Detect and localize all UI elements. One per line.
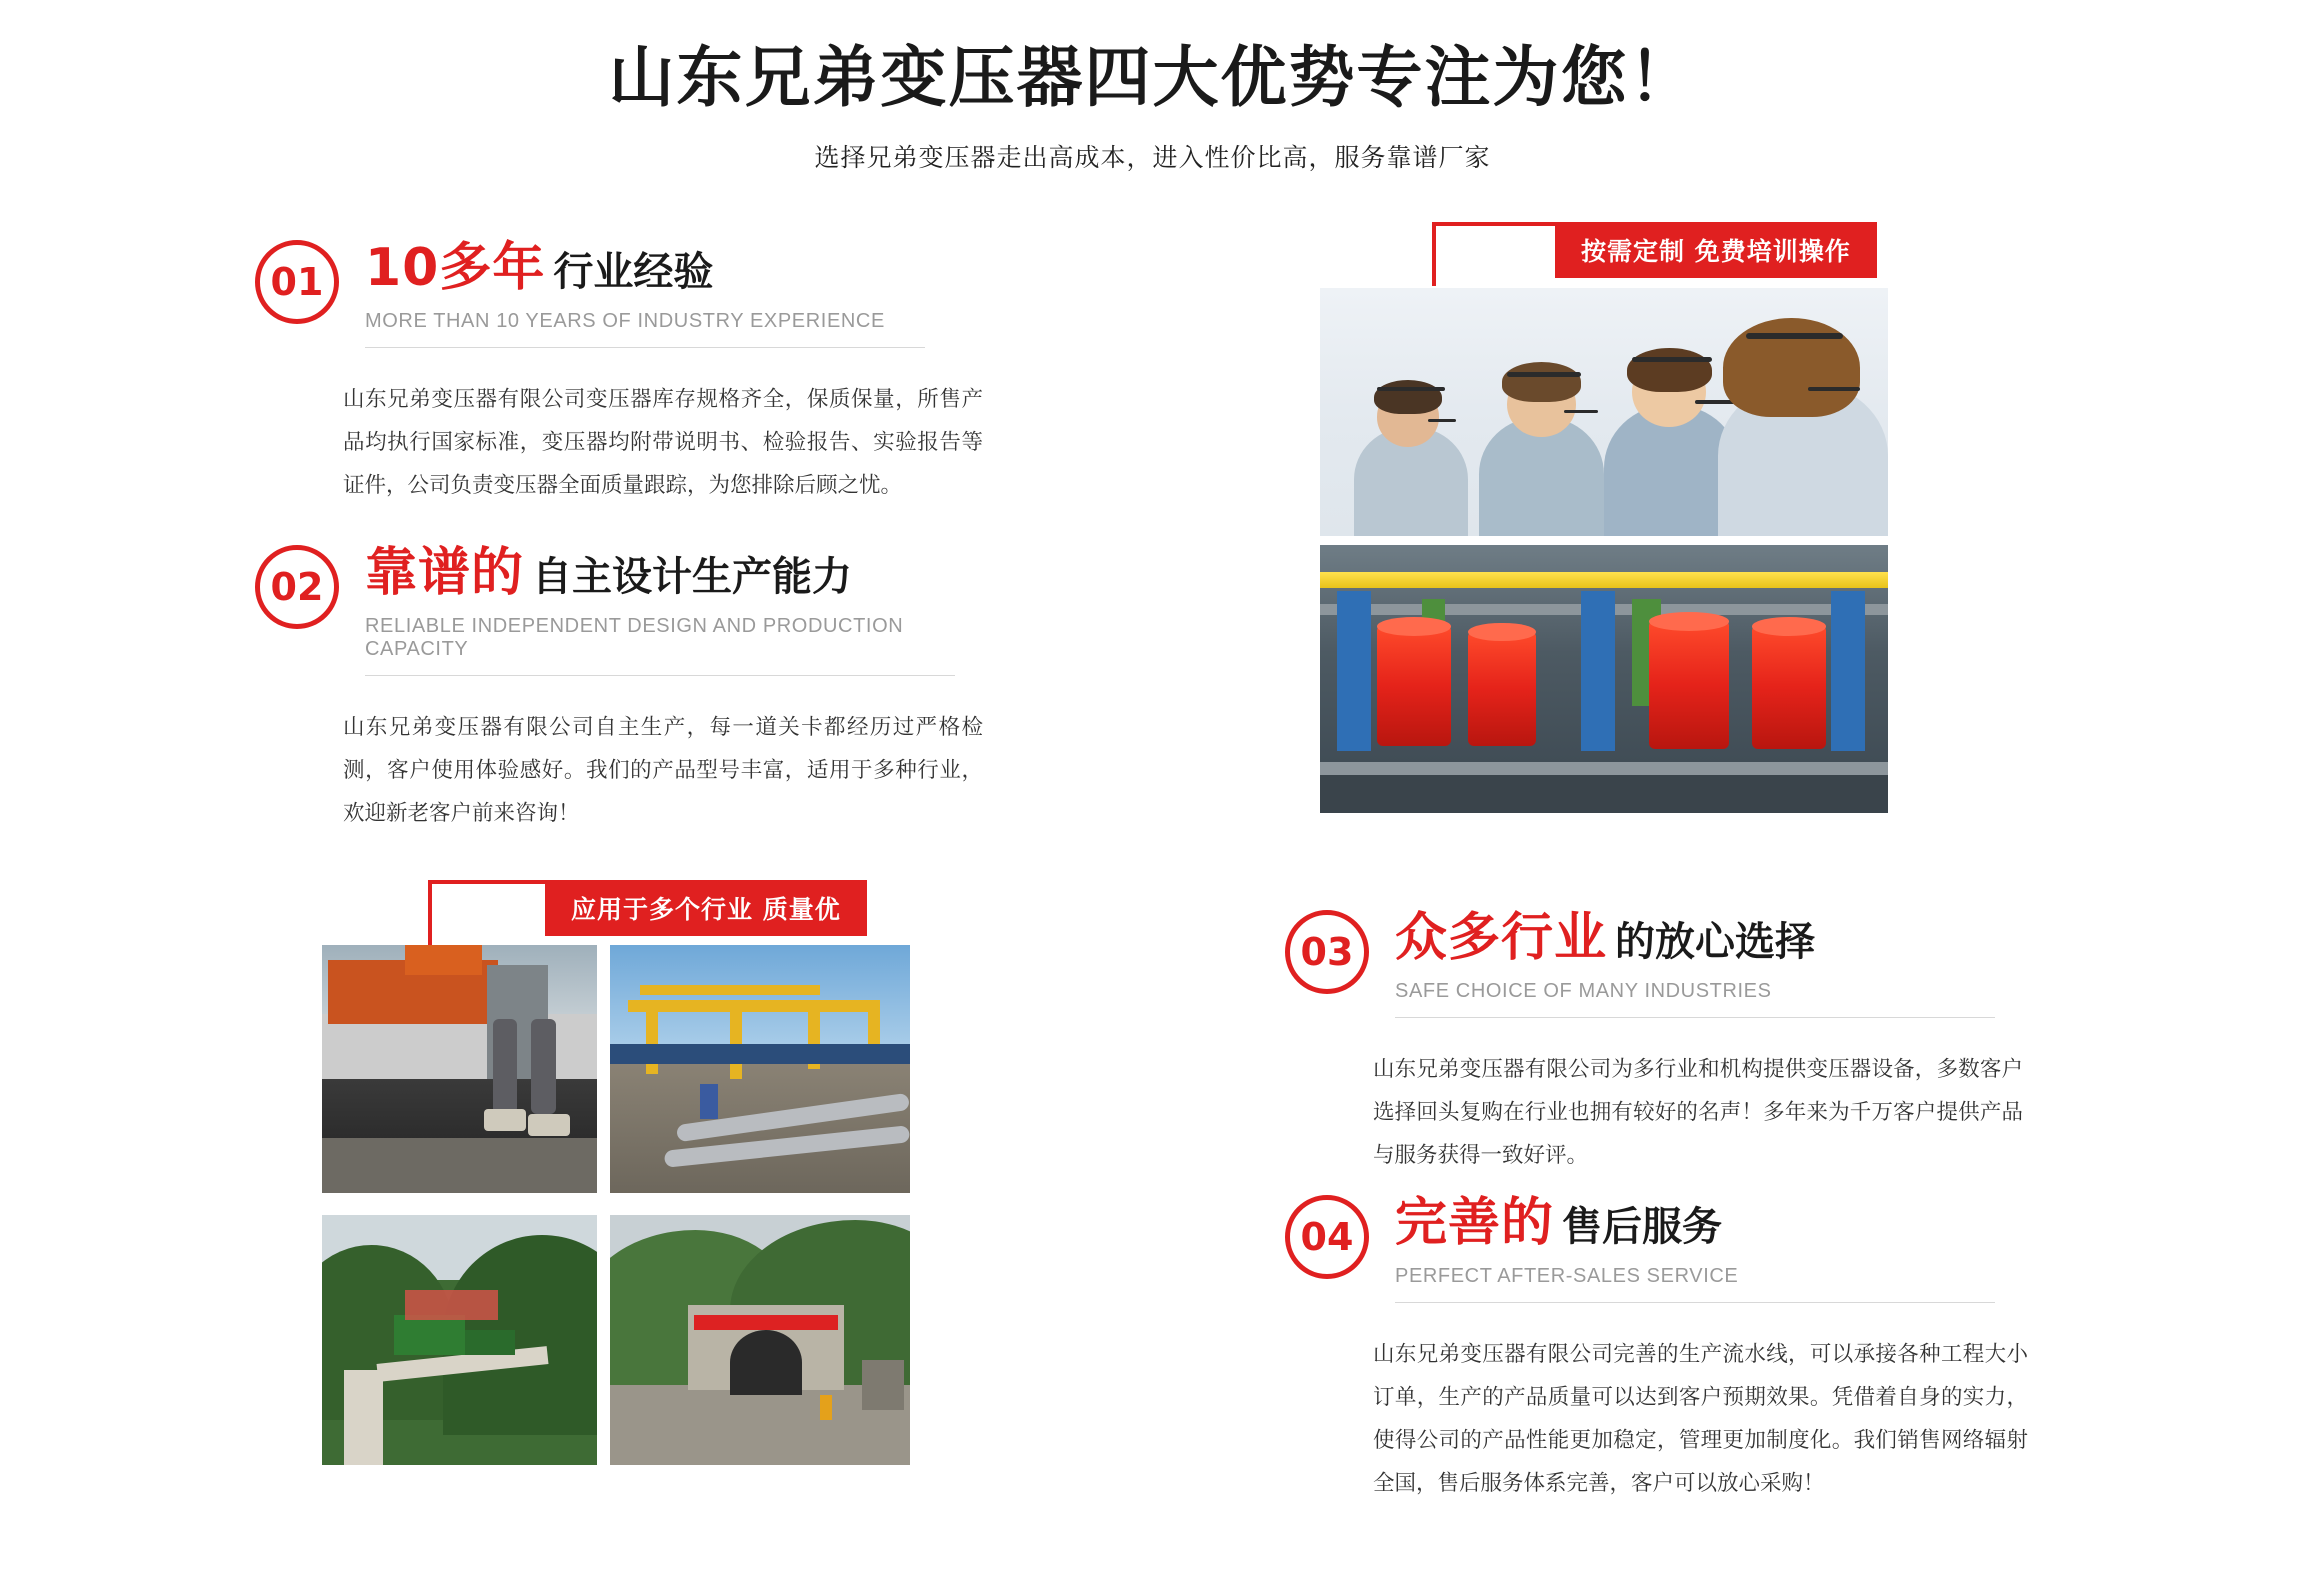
feature-01-english: MORE THAN 10 YEARS OF INDUSTRY EXPERIENCE [365, 310, 885, 332]
feature-04-number: 04 [1285, 1195, 1369, 1279]
image-mountain-bridge [322, 1215, 597, 1465]
feature-01-divider [365, 347, 925, 348]
feature-03-rest: 的放心选择 [1615, 919, 1816, 965]
feature-02-highlight: 靠谱的 [365, 543, 525, 603]
ribbon-bottom-left-leader [428, 880, 550, 946]
feature-04-highlight: 完善的 [1395, 1193, 1555, 1253]
ribbon-top-right-leader [1432, 222, 1560, 286]
feature-04-head [1285, 1195, 1995, 1303]
feature-02-number: 02 [255, 545, 339, 629]
feature-03-english: SAFE CHOICE OF MANY INDUSTRIES [1395, 980, 1772, 1002]
ribbon-top-right: 按需定制 免费培训操作 [1555, 222, 1877, 278]
header [0, 40, 2305, 174]
feature-block-04 [1285, 1193, 2028, 1505]
feature-01-rest: 行业经验 [553, 249, 714, 295]
feature-03-divider [1395, 1017, 1995, 1018]
feature-block-01 [255, 238, 983, 507]
image-tunnel [610, 1215, 910, 1465]
page-title: 山东兄弟变压器四大优势专注为您！ [608, 39, 1697, 116]
feature-04-divider [1395, 1302, 1995, 1303]
feature-03-highlight: 众多行业 [1395, 908, 1608, 968]
feature-01-head [255, 240, 935, 348]
feature-01-number: 01 [255, 240, 339, 324]
feature-04-body: 山东兄弟变压器有限公司完善的生产流水线，可以承接各种工程大小订单，生产的产品质量可以达到客户预期效果。凭借着自身的实力，使得公司的产品性能更加稳定，管理更加制度化。我们销售网络辐射全国，售后服务体系完善，客户可以放心采购！ [1373, 1342, 2028, 1496]
feature-04-rest: 售后服务 [1562, 1204, 1723, 1250]
feature-03-head [1285, 910, 1995, 1018]
image-gantry-crane [610, 945, 910, 1193]
ribbon-bottom-left: 应用于多个行业 质量优 [545, 880, 867, 936]
image-road-paving [322, 945, 597, 1193]
feature-02-body: 山东兄弟变压器有限公司自主生产，每一道关卡都经历过严格检测，客户使用体验感好。我们的产品型号丰富，适用于多种行业，欢迎新老客户前来咨询！ [343, 715, 983, 826]
feature-04-english: PERFECT AFTER-SALES SERVICE [1395, 1265, 1739, 1287]
feature-block-03 [1285, 908, 2023, 1177]
feature-03-number: 03 [1285, 910, 1369, 994]
page-subtitle: 选择兄弟变压器走出高成本，进入性价比高，服务靠谱厂家 [814, 142, 1491, 172]
feature-02-divider [365, 675, 955, 676]
feature-block-02 [255, 543, 983, 835]
feature-01-highlight: 10多年 [365, 238, 546, 298]
feature-03-body: 山东兄弟变压器有限公司为多行业和机构提供变压器设备，多数客户选择回头复购在行业也拥有较好的名声！多年来为千万客户提供产品与服务获得一致好评。 [1373, 1057, 2023, 1168]
image-call-center [1320, 288, 1888, 536]
feature-02-rest: 自主设计生产能力 [532, 554, 853, 600]
image-transformer [1320, 545, 1888, 813]
feature-02-head [255, 545, 955, 676]
feature-02-english: RELIABLE INDEPENDENT DESIGN AND PRODUCTION CAPACITY [365, 615, 904, 660]
feature-01-body: 山东兄弟变压器有限公司变压器库存规格齐全，保质保量，所售产品均执行国家标准，变压器均附带说明书、检验报告、实验报告等证件，公司负责变压器全面质量跟踪，为您排除后顾之忧。 [343, 387, 983, 498]
